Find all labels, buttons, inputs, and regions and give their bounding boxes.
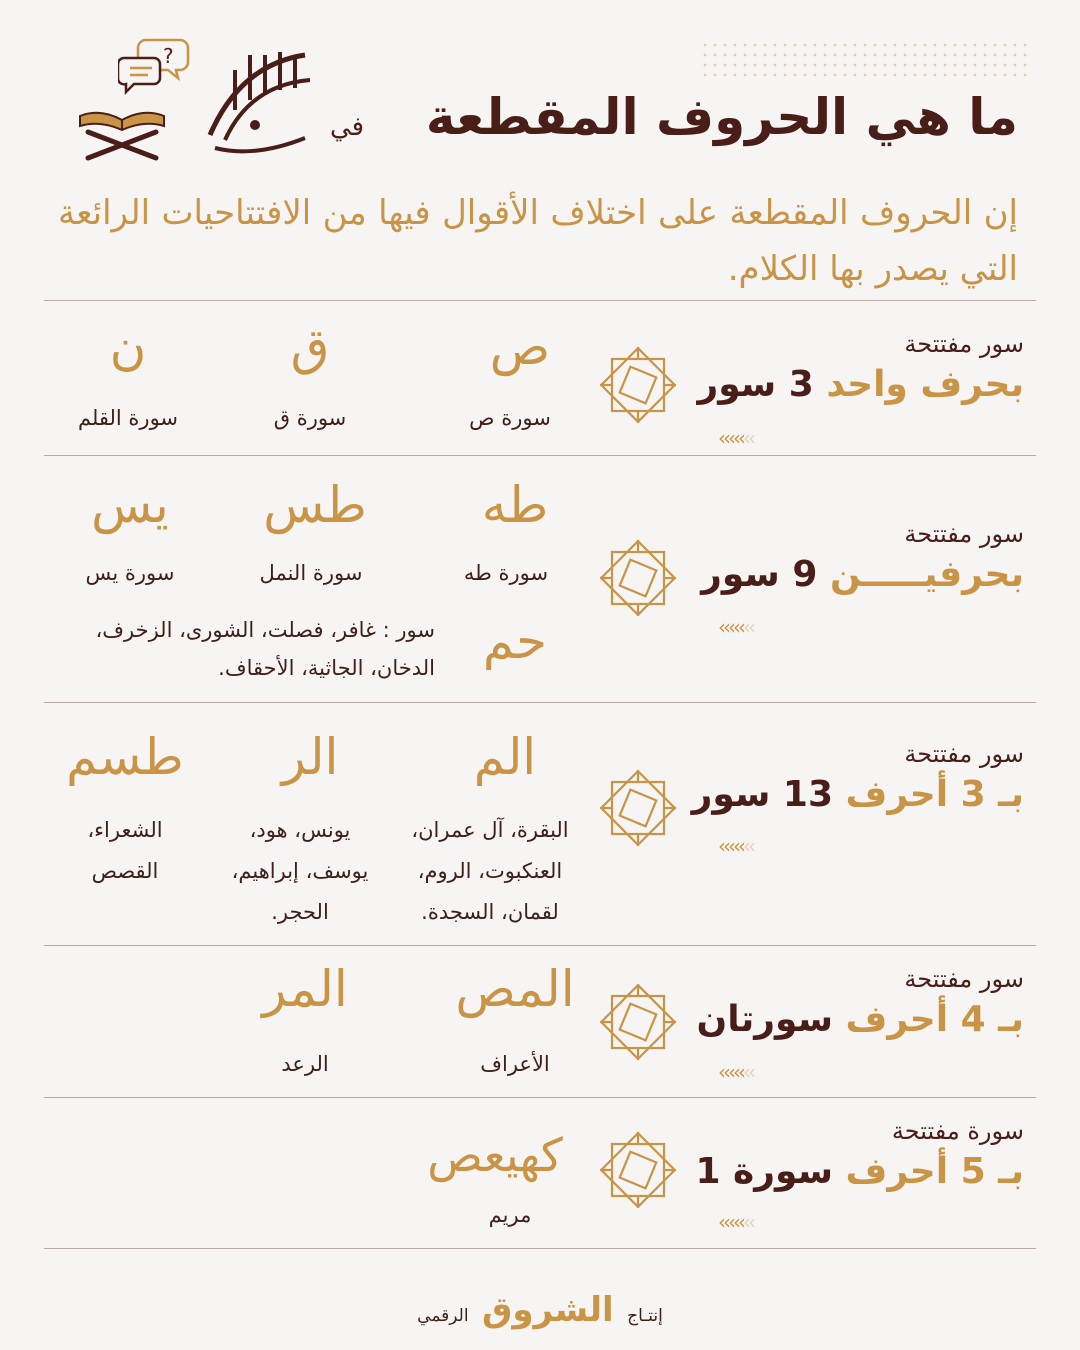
count-gold: بحرف واحد	[826, 364, 1024, 405]
surah-line: يونس، هود،	[249, 818, 351, 842]
surah-label: الأعراف	[480, 1052, 550, 1076]
svg-text:?: ?	[163, 44, 174, 68]
surah-line: لقمان، السجدة.	[421, 900, 559, 924]
divider	[44, 300, 1036, 301]
open-quran-on-stand-icon	[74, 106, 170, 162]
muqattaat-letter: ص	[489, 318, 551, 376]
count-dark: 9 سور	[701, 554, 818, 595]
section-count	[695, 1151, 1024, 1192]
section-count	[701, 554, 1024, 595]
muqattaat-letter: طس	[263, 476, 367, 534]
surah-line: الشعراء،	[87, 818, 163, 842]
section-3-heading	[692, 740, 1024, 815]
page-title: ما هي الحروف المقطعة	[425, 88, 1018, 146]
divider	[44, 455, 1036, 456]
section-2-heading	[701, 520, 1024, 595]
surah-label: سورة القلم	[77, 406, 179, 430]
section-count	[697, 364, 1024, 405]
footer-pre: إنتـاج	[627, 1306, 663, 1326]
section-subtitle: سور مفتتحة	[904, 740, 1024, 768]
section-5-heading	[695, 1117, 1024, 1192]
surah-line: العنكبوت، الروم،	[417, 859, 563, 883]
surah-list: الدخان، الجاثية، الأحقاف.	[218, 656, 435, 680]
chat-bubbles-icon	[118, 36, 190, 98]
footer-post: الرقمي	[417, 1306, 469, 1326]
muqattaat-letter: يس	[91, 476, 169, 534]
surah-lines	[215, 810, 385, 933]
section-count	[697, 999, 1024, 1040]
muqattaat-letter: الم	[473, 728, 537, 786]
surah-label: سورة طه	[463, 561, 549, 585]
muqattaat-letter: ق	[290, 318, 330, 376]
section-subtitle: سور مفتتحة	[904, 330, 1024, 358]
islamic-star-ornament-icon	[598, 345, 678, 425]
header-fi: في	[330, 112, 365, 142]
surah-line: الحجر.	[271, 900, 329, 924]
surah-label: سورة ص	[469, 406, 551, 430]
surah-label: مريم	[488, 1203, 532, 1227]
chevron-arrows-icon: ‹‹‹‹‹‹‹	[718, 426, 753, 450]
surah-list: سور : غافر، فصلت، الشورى، الزخرف،	[95, 618, 435, 642]
surah-label: سورة النمل	[259, 561, 363, 585]
count-gold: بـ 3 أحرف	[845, 774, 1024, 815]
section-count	[692, 774, 1024, 815]
section-1-heading	[697, 330, 1024, 405]
surah-label: سورة ق	[273, 406, 347, 430]
decorative-dots	[700, 40, 1030, 80]
brand-logo: الشروق	[482, 1290, 614, 1330]
chevron-arrows-icon: ‹‹‹‹‹‹‹	[718, 1060, 753, 1084]
islamic-star-ornament-icon	[598, 768, 678, 848]
divider	[44, 1248, 1036, 1249]
muqattaat-letter: المر	[262, 960, 348, 1018]
surah-label: الرعد	[281, 1052, 329, 1076]
muqattaat-letter: طسم	[66, 728, 184, 786]
quran-calligraphy-emblem	[195, 40, 325, 160]
section-4-heading	[697, 965, 1024, 1040]
count-dark: سورة 1	[695, 1151, 833, 1192]
count-dark: سورتان	[696, 999, 833, 1040]
count-gold: بـ 4 أحرف	[845, 999, 1024, 1040]
surah-lines	[400, 810, 580, 933]
islamic-star-ornament-icon	[598, 982, 678, 1062]
intro-text: إن الحروف المقطعة على اختلاف الأقوال فيها من الافتتاحيات الرائعة التي يصدر بها الكلام.	[58, 193, 1018, 289]
chevron-arrows-icon: ‹‹‹‹‹‹‹	[718, 615, 753, 639]
divider	[44, 702, 1036, 703]
muqattaat-letter: كهيعص	[427, 1128, 563, 1182]
count-gold: بـ 5 أحرف	[845, 1151, 1024, 1192]
count-dark: 13 سور	[691, 774, 833, 815]
muqattaat-letter: الر	[281, 728, 339, 786]
surah-line: يوسف، إبراهيم،	[231, 859, 369, 883]
muqattaat-letter: حم	[482, 612, 548, 670]
surah-line: البقرة، آل عمران،	[411, 818, 569, 842]
section-subtitle: سورة مفتتحة	[891, 1117, 1024, 1145]
divider	[44, 1097, 1036, 1098]
section-subtitle: سور مفتتحة	[904, 965, 1024, 993]
islamic-star-ornament-icon	[598, 538, 678, 618]
chevron-arrows-icon: ‹‹‹‹‹‹‹	[718, 834, 753, 858]
muqattaat-letter: طه	[481, 476, 549, 534]
section-subtitle: سور مفتتحة	[904, 520, 1024, 548]
muqattaat-letter: المص	[455, 960, 575, 1018]
islamic-star-ornament-icon	[598, 1130, 678, 1210]
divider	[44, 945, 1036, 946]
chevron-arrows-icon: ‹‹‹‹‹‹‹	[718, 1210, 753, 1234]
muqattaat-letter: ن	[109, 318, 147, 376]
footer-credit	[0, 1290, 1080, 1330]
count-gold: بحرفيـــــن	[829, 554, 1024, 595]
surah-label: سورة يس	[85, 561, 175, 585]
surah-lines	[60, 810, 190, 892]
surah-line: القصص	[91, 859, 159, 883]
count-dark: 3 سور	[697, 364, 814, 405]
